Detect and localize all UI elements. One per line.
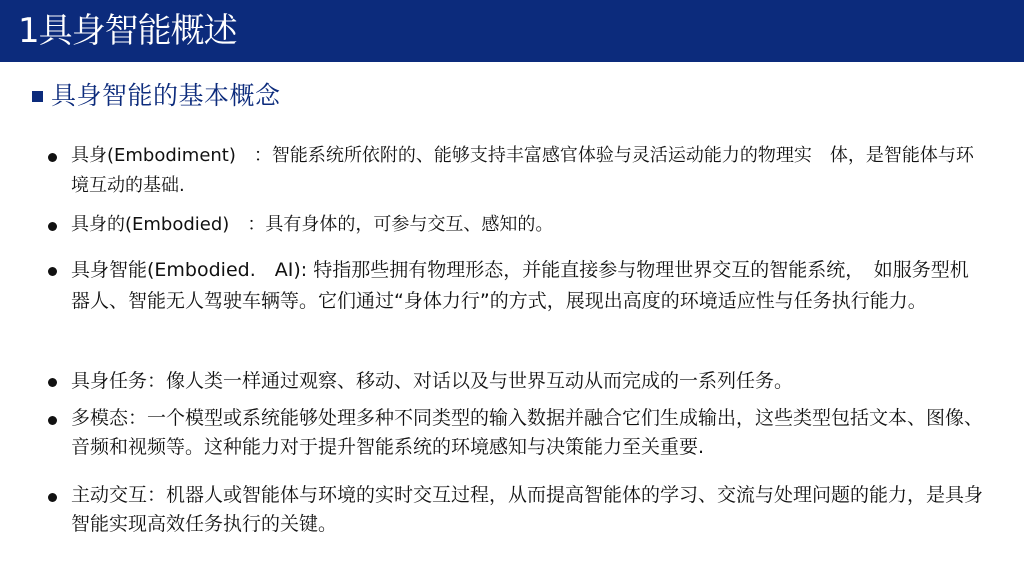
- bullet-item-active-interaction: [48, 481, 988, 539]
- slide-title: 1具身智能概述: [18, 11, 237, 51]
- section-title: 具身智能的基本概念: [51, 81, 281, 110]
- bullet-text-embodied: 具身的(Embodied) ：具有身体的，可参与交互、感知的。: [71, 214, 554, 235]
- bullet-dot-icon: [48, 267, 57, 276]
- bullet-item-embodiment: [48, 141, 988, 201]
- bullet-text-multimodal: 多模态：一个模型或系统能够处理多种不同类型的输入数据并融合它们生成输出，这些类型包括文本、图像、音频和视频等。这种能力对于提升智能系统的环境感知与决策能力至关重要.: [71, 407, 984, 458]
- section-heading: [32, 76, 281, 112]
- bullet-text-embodiment: 具身(Embodiment) ：智能系统所依附的、能够支持丰富感官体验与灵活运动能力的物理实 体，是智能体与环境互动的基础.: [71, 145, 974, 196]
- bullet-text-embodied-ai: 具身智能(Embodied. AI): 特指那些拥有物理形态，并能直接参与物理世界交互的智能系统， 如服务型机器人、智能无人驾驶车辆等。它们通过“身体力行”的方式，展现出高度的环境适应性与任务执行能力。: [71, 259, 969, 312]
- title-bar: [0, 0, 1024, 62]
- bullet-item-embodied: [48, 210, 988, 240]
- bullet-dot-icon: [48, 493, 57, 502]
- bullet-item-multimodal: [48, 404, 988, 462]
- bullet-item-embodied-task: [48, 366, 988, 397]
- bullet-dot-icon: [48, 222, 57, 231]
- bullet-text-active-interaction: 主动交互：机器人或智能体与环境的实时交互过程，从而提高智能体的学习、交流与处理问题的能力，是具身智能实现高效任务执行的关键。: [71, 484, 984, 535]
- bullet-item-embodied-ai: [48, 255, 988, 317]
- bullet-dot-icon: [48, 416, 57, 425]
- bullet-text-embodied-task: 具身任务：像人类一样通过观察、移动、对话以及与世界互动从而完成的一系列任务。: [71, 370, 794, 392]
- square-bullet-icon: [32, 91, 43, 102]
- bullet-dot-icon: [48, 153, 57, 162]
- bullet-dot-icon: [48, 378, 57, 387]
